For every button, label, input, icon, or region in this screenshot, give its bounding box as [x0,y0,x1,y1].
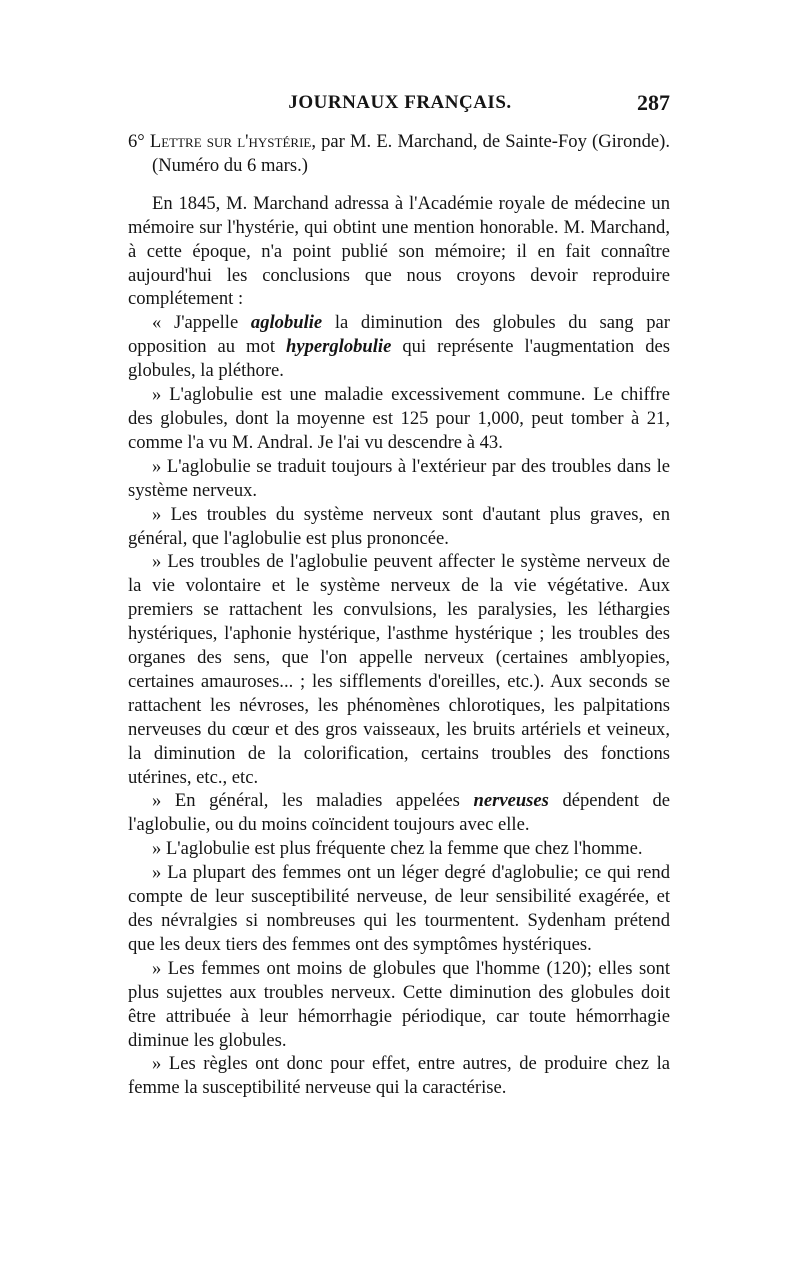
page-number: 287 [637,90,670,115]
term-hyperglobulie: hyperglobulie [285,336,392,358]
article-heading-lead: 6° Lettre sur l'hystérie [128,131,312,152]
article-heading-rest: , par M. E. Marchand, de Sainte-Foy (Gironde). (Numéro du 6 mars.) [152,131,670,176]
term-aglobulie: aglobulie [250,312,323,334]
paragraph-3: » L'aglobulie est une maladie excessivement commune. Le chiffre des globules, dont la moyenne est 125 pour 1,000, peut tomber à 21, comme l'a vu M. Andral. Je l'ai vu descendre à 43. [128,384,670,453]
running-head [130,92,670,122]
running-head-title: JOURNAUX FRANÇAIS. [288,92,512,113]
paragraph-2-end: qui représente l'augmentation des globules, la pléthore. [128,336,671,382]
paragraph-2 [128,311,670,383]
paragraph-7-start: » En général, les maladies appelées [152,790,474,812]
article-heading [128,130,670,178]
paragraph-2-start: « J'appelle [152,312,251,334]
paragraph-8: » L'aglobulie est plus fréquente chez la femme que chez l'homme. [152,838,643,860]
paragraph-5: » Les troubles du système nerveux sont d'autant plus graves, en général, que l'aglobulie est plus prononcée. [128,503,670,549]
paragraph-11: » Les règles ont donc pour effet, entre autres, de produire chez la femme la susceptibilité nerveuse qui la caractérise. [128,1053,670,1099]
paragraph-1: En 1845, M. Marchand adressa à l'Académie royale de médecine un mémoire sur l'hystérie, qui obtint une mention honorable. M. Marchand, à cette époque, n'a point publié son mémoire; il en fait connaître aujourd'hui les conclusions que nous croyons devoir reproduire complétement : [128,192,670,310]
paragraph-10: » Les femmes ont moins de globules que l'homme (120); elles sont plus sujettes aux troubles nerveux. Cette diminution des globules doit être attribuée à leur hémorrhagie périodique, car toute hémorrhagie diminue les globules. [128,957,670,1051]
paragraph-2-mid: la diminution des globules du sang par opposition au mot [128,312,671,358]
paragraph-9: » La plupart des femmes ont un léger degré d'aglobulie; ce qui rend compte de leur susceptibilité nerveuse, de leur sensibilité exagérée, et des névralgies si nombreuses qui les tourmentent. Sydenham prétend que les deux tiers des femmes ont des symptômes hystériques. [128,862,670,955]
paragraph-6: » Les troubles de l'aglobulie peuvent affecter le système nerveux de la vie volontaire et le système nerveux de la vie végétative. Aux premiers se rattachent les convulsions, les paralysies, les léthargies hystériques, l'aphonie hystérique, l'asthme hystérique ; les troubles des organes des sens, que l'on appelle nerveux (certaines amblyopies, certaines amauroses... ; les sifflements d'oreilles, etc.). Aux seconds se rattachent les névroses, les phénomènes chlorotiques, les palpitations nerveuses du cœur et des gros vaisseaux, les bruits artériels et veineux, la diminution de la colorification, certains troubles des fonctions utérines, etc., etc. [128,551,670,788]
article-body [128,130,670,1100]
paragraph-7 [128,789,670,837]
paragraph-4: » L'aglobulie se traduit toujours à l'extérieur par des troubles dans le système nerveux. [128,455,670,501]
paragraph-7-end: dépendent de l'aglobulie, ou du moins coïncident toujours avec elle. [128,790,670,836]
term-nerveuses: nerveuses [473,790,549,812]
